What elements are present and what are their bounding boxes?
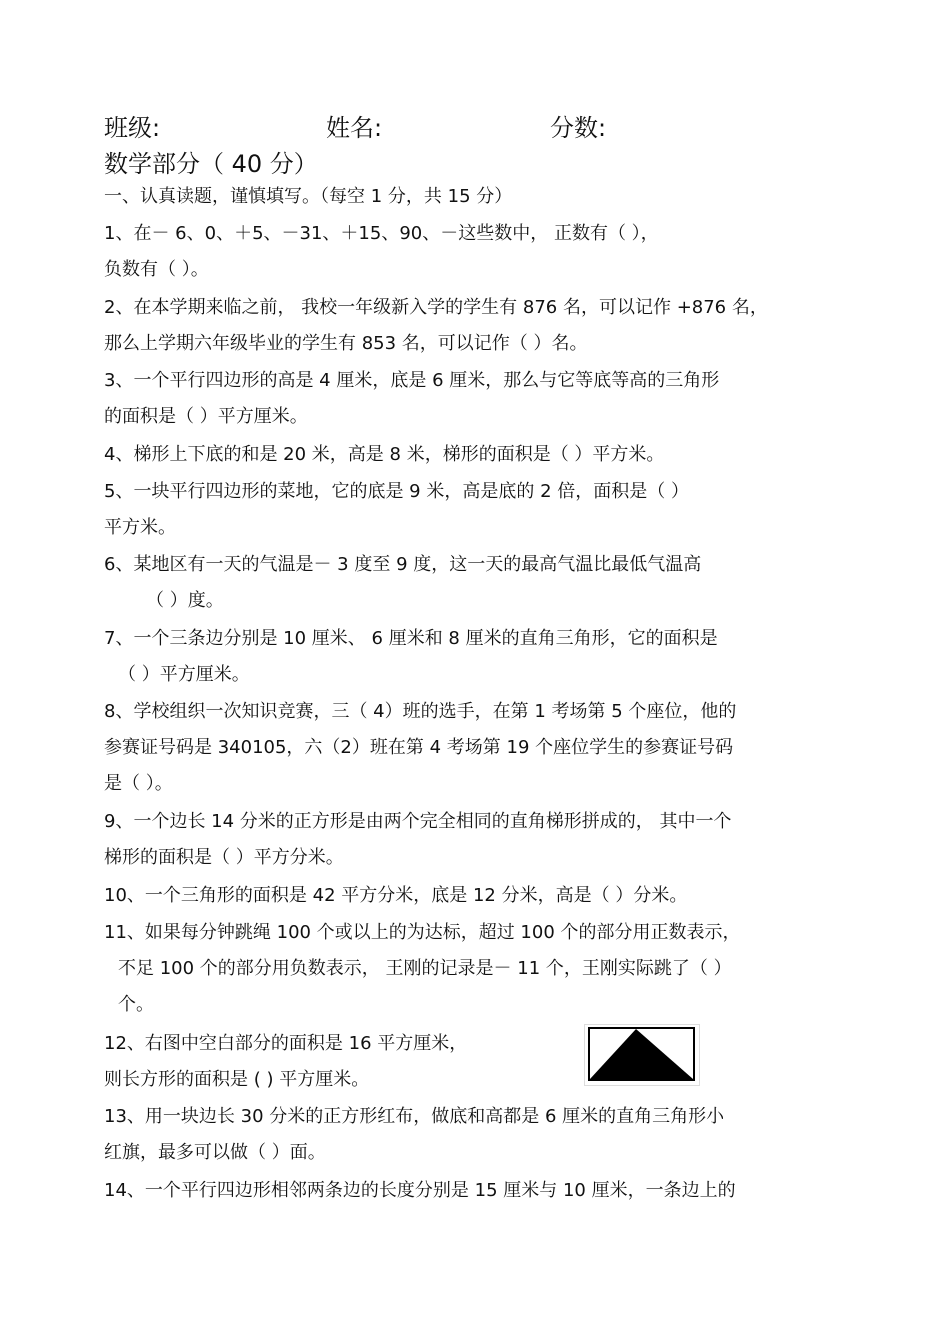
question-line: 5、一块平行四边形的菜地，它的底是 9 米，高是底的 2 倍，面积是（ ） — [104, 481, 689, 502]
question-line: 11、如果每分钟跳绳 100 个或以上的为达标，超过 100 个的部分用正数表示， — [104, 922, 741, 943]
question-line: 8、学校组织一次知识竞赛，三（ 4）班的选手，在第 1 考场第 5 个座位，他的 — [104, 701, 737, 722]
question-line: 平方米。 — [104, 517, 176, 538]
question-1 — [104, 216, 659, 288]
part-one-heading: 一、认真读题，谨慎填写。（每空 1 分，共 15 分） — [104, 186, 513, 207]
question-line: 个。 — [118, 994, 154, 1015]
question-3 — [104, 363, 719, 435]
question-line: 13、用一块边长 30 分米的正方形红布，做底和高都是 6 厘米的直角三角形小 — [104, 1106, 725, 1127]
question-line: 1、在－ 6、0、＋5、－31、＋15、90、－这些数中， 正数有（ ）， — [104, 223, 659, 244]
question-line: 梯形的面积是（ ）平方分米。 — [104, 847, 344, 868]
question-line: 不足 100 个的部分用负数表示， 王刚的记录是－ 11 个，王刚实际跳了（ ） — [118, 958, 732, 979]
question-line: （ ）度。 — [146, 590, 224, 611]
question-12 — [104, 1026, 467, 1098]
question-8 — [104, 694, 736, 802]
question-5 — [104, 474, 689, 546]
question-line: （ ）平方厘米。 — [118, 664, 250, 685]
question-line: 则长方形的面积是 ( ) 平方厘米。 — [104, 1069, 370, 1090]
question-line: 参赛证号码是 340105，六（2）班在第 4 考场第 19 个座位学生的参赛证号码 — [104, 737, 734, 758]
question-line: 10、一个三角形的面积是 42 平方分米，底是 12 分米，高是（ ）分米。 — [104, 885, 688, 906]
score-label: 分数: — [550, 114, 607, 142]
question-line: 6、某地区有一天的气温是－ 3 度至 9 度，这一天的最高气温比最低气温高 — [104, 554, 702, 575]
question-line: 负数有（ ）。 — [104, 259, 209, 280]
question-2 — [104, 290, 768, 362]
question-line: 12、右图中空白部分的面积是 16 平方厘米， — [104, 1033, 468, 1054]
section-title: 数学部分（ 40 分） — [104, 150, 318, 178]
rectangle-triangle-figure — [584, 1024, 700, 1086]
question-9 — [104, 804, 732, 876]
question-10 — [104, 878, 687, 914]
class-label: 班级: — [104, 114, 161, 142]
question-6 — [104, 547, 701, 619]
question-7 — [104, 621, 718, 693]
question-13 — [104, 1099, 724, 1171]
question-line: 9、一个边长 14 分米的正方形是由两个完全相同的直角梯形拼成的， 其中一个 — [104, 811, 732, 832]
question-line: 7、一个三条边分别是 10 厘米、 6 厘米和 8 厘米的直角三角形，它的面积是 — [104, 628, 718, 649]
question-line: 那么上学期六年级毕业的学生有 853 名，可以记作（ ）名。 — [104, 333, 588, 354]
question-11 — [104, 915, 741, 1023]
question-line: 是（ ）。 — [104, 773, 173, 794]
question-line: 的面积是（ ）平方厘米。 — [104, 406, 308, 427]
student-info-row — [104, 108, 824, 148]
question-4 — [104, 437, 664, 473]
question-14 — [104, 1173, 736, 1209]
name-label: 姓名: — [326, 114, 383, 142]
question-line: 2、在本学期来临之前， 我校一年级新入学的学生有 876 名，可以记作 +876 名， — [104, 297, 768, 318]
question-line: 4、梯形上下底的和是 20 米，高是 8 米，梯形的面积是（ ）平方米。 — [104, 444, 665, 465]
question-line: 14、一个平行四边形相邻两条边的长度分别是 15 厘米与 10 厘米，一条边上的 — [104, 1180, 736, 1201]
question-line: 3、一个平行四边形的高是 4 厘米，底是 6 厘米，那么与它等底等高的三角形 — [104, 370, 720, 391]
question-line: 红旗，最多可以做（ ）面。 — [104, 1142, 326, 1163]
